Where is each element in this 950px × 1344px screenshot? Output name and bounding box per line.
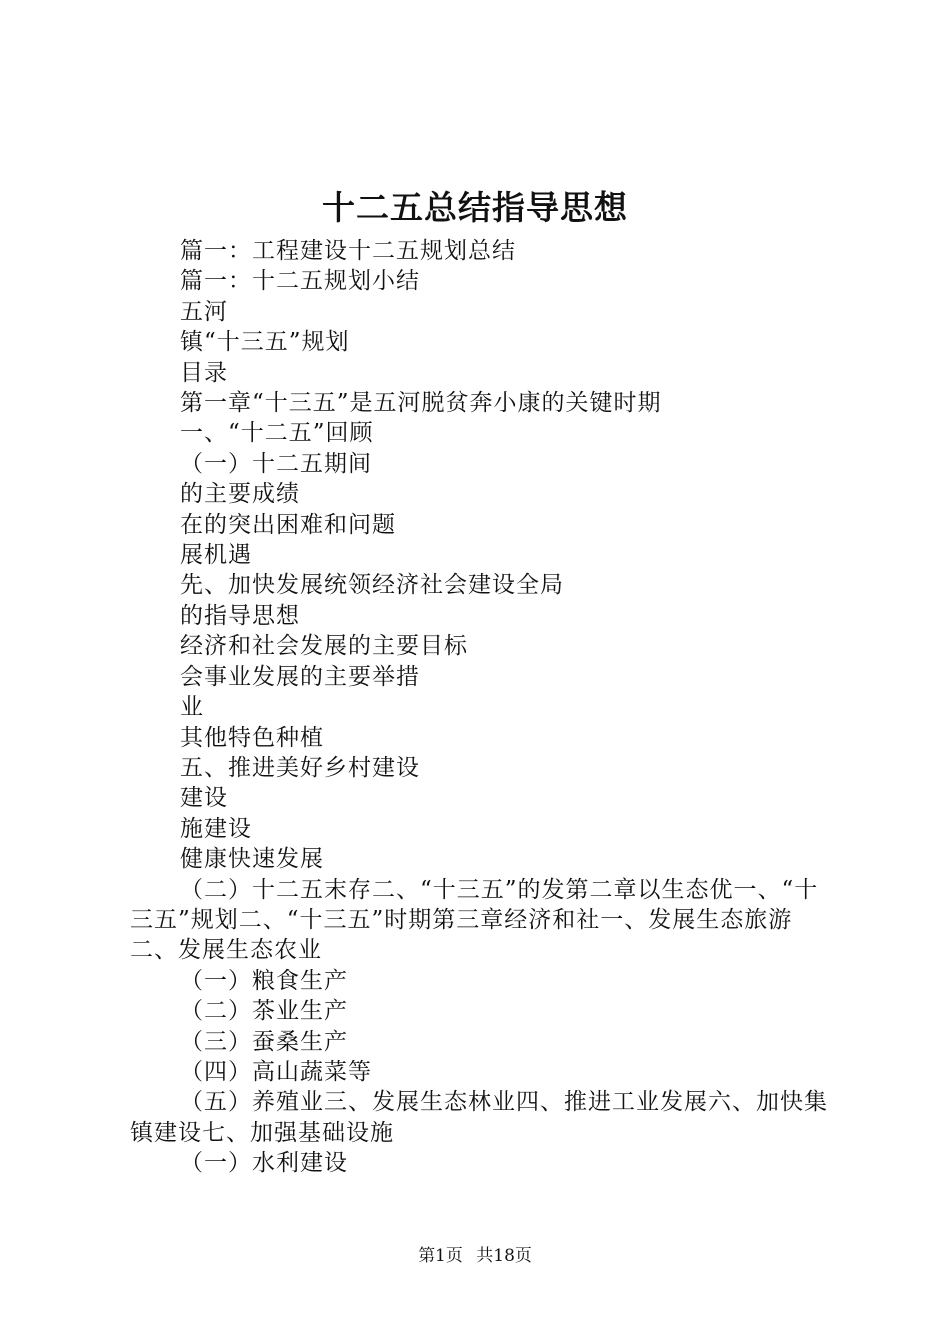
- body-line: 其他特色种植: [180, 724, 324, 751]
- body-line: （四）高山蔬菜等: [180, 1058, 372, 1085]
- page-total: 共18页: [476, 1246, 532, 1266]
- page-number: 第1页: [418, 1246, 463, 1266]
- body-paragraph: （五）养殖业三、发展生态林业四、推进工业发展六、加快集镇建设七、加强基础设施: [130, 1089, 828, 1146]
- body-line: （一）十二五期间: [180, 450, 372, 477]
- page-footer: [0, 1245, 950, 1267]
- body-line: 篇一：工程建设十二五规划总结: [180, 238, 516, 264]
- body-line: 的主要成绩: [180, 481, 300, 508]
- body-line: 目录: [180, 359, 228, 386]
- body-line: （二）茶业生产: [180, 998, 348, 1025]
- body-line: 健康快速发展: [180, 846, 324, 873]
- body-line: 业: [180, 694, 204, 721]
- body-line: 会事业发展的主要举措: [180, 663, 420, 690]
- body-line: 在的突出困难和问题: [180, 511, 396, 538]
- body-line: 先、加快发展统领经济社会建设全局: [180, 572, 564, 599]
- document-title: 十二五总结指导思想: [322, 188, 628, 227]
- body-line: 第一章“十三五”是五河脱贫奔小康的关键时期: [180, 390, 662, 417]
- body-line: 一、“十二五”回顾: [180, 420, 374, 447]
- body-line: 五河: [180, 298, 228, 325]
- body-line: （一）粮食生产: [180, 967, 348, 994]
- body-line: （三）蚕桑生产: [180, 1028, 348, 1055]
- body-line: 经济和社会发展的主要目标: [180, 633, 468, 660]
- body-line: 建设: [180, 785, 228, 812]
- body-line: 篇一：十二五规划小结: [180, 268, 420, 295]
- body-line: 展机遇: [180, 542, 252, 569]
- body-line: 施建设: [180, 815, 252, 842]
- document-body: [130, 236, 830, 1179]
- body-line: 镇“十三五”规划: [180, 329, 350, 356]
- body-line: （一）水利建设: [180, 1150, 348, 1177]
- body-line: 的指导思想: [180, 602, 300, 629]
- body-line: 五、推进美好乡村建设: [180, 754, 420, 781]
- body-paragraph: （二）十二五末存二、“十三五”的发第二章以生态优一、“十三五”规划二、“十三五”时期第三章经济和社一、发展生态旅游二、发展生态农业: [130, 876, 819, 964]
